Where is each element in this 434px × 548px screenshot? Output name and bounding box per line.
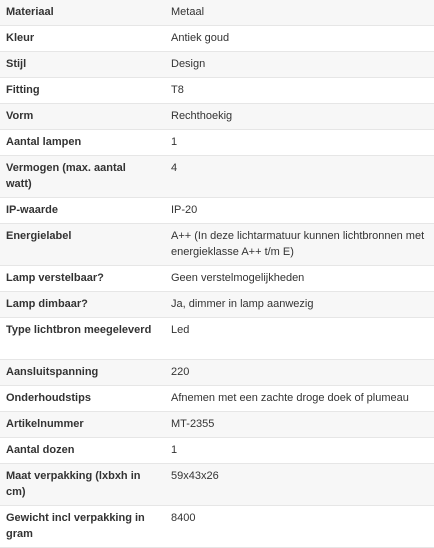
spec-row-ip-waarde <box>0 198 434 224</box>
spec-row-kleur <box>0 26 434 52</box>
spec-row-type-lichtbron <box>0 318 434 360</box>
spec-row-vermogen <box>0 156 434 198</box>
spec-row-aansluitspanning <box>0 360 434 386</box>
spec-value: Geen verstelmogelijkheden <box>159 266 434 292</box>
spec-value: A++ (In deze lichtarmatuur kunnen lichtbronnen met energieklasse A++ t/m E) <box>159 224 434 266</box>
spec-row-lamp-verstelbaar <box>0 266 434 292</box>
spec-label: Vermogen (max. aantal watt) <box>0 156 159 198</box>
spec-label: IP-waarde <box>0 198 159 224</box>
spec-value: Rechthoekig <box>159 104 434 130</box>
spec-row-artikelnummer <box>0 412 434 438</box>
spec-value: T8 <box>159 78 434 104</box>
spec-value: MT-2355 <box>159 412 434 438</box>
spec-label: Kleur <box>0 26 159 52</box>
spec-row-onderhoudstips <box>0 386 434 412</box>
spec-row-gewicht <box>0 506 434 548</box>
spec-label: Vorm <box>0 104 159 130</box>
spec-value: 1 <box>159 438 434 464</box>
spec-label: Artikelnummer <box>0 412 159 438</box>
spec-value: Afnemen met een zachte droge doek of plumeau <box>159 386 434 412</box>
spec-value: 220 <box>159 360 434 386</box>
spec-row-aantal-dozen <box>0 438 434 464</box>
spec-label: Type lichtbron meegeleverd <box>0 318 159 360</box>
spec-value: IP-20 <box>159 198 434 224</box>
spec-value: 59x43x26 <box>159 464 434 506</box>
spec-value: Ja, dimmer in lamp aanwezig <box>159 292 434 318</box>
spec-row-lamp-dimbaar <box>0 292 434 318</box>
spec-row-maat-verpakking <box>0 464 434 506</box>
spec-row-vorm <box>0 104 434 130</box>
spec-label: Gewicht incl verpakking in gram <box>0 506 159 548</box>
spec-label: Aansluitspanning <box>0 360 159 386</box>
spec-row-aantal-lampen <box>0 130 434 156</box>
spec-value: 8400 <box>159 506 434 548</box>
spec-value: Metaal <box>159 0 434 26</box>
spec-value: Antiek goud <box>159 26 434 52</box>
spec-row-stijl <box>0 52 434 78</box>
spec-label: Lamp verstelbaar? <box>0 266 159 292</box>
spec-row-materiaal <box>0 0 434 26</box>
spec-value: 1 <box>159 130 434 156</box>
spec-label: Aantal dozen <box>0 438 159 464</box>
spec-label: Aantal lampen <box>0 130 159 156</box>
spec-label: Lamp dimbaar? <box>0 292 159 318</box>
spec-label: Fitting <box>0 78 159 104</box>
spec-label: Stijl <box>0 52 159 78</box>
spec-label: Energielabel <box>0 224 159 266</box>
spec-label: Onderhoudstips <box>0 386 159 412</box>
spec-row-energielabel <box>0 224 434 266</box>
spec-row-fitting <box>0 78 434 104</box>
spec-label: Materiaal <box>0 0 159 26</box>
spec-value: Design <box>159 52 434 78</box>
spec-value: Led <box>159 318 434 360</box>
spec-label: Maat verpakking (lxbxh in cm) <box>0 464 159 506</box>
spec-value: 4 <box>159 156 434 198</box>
